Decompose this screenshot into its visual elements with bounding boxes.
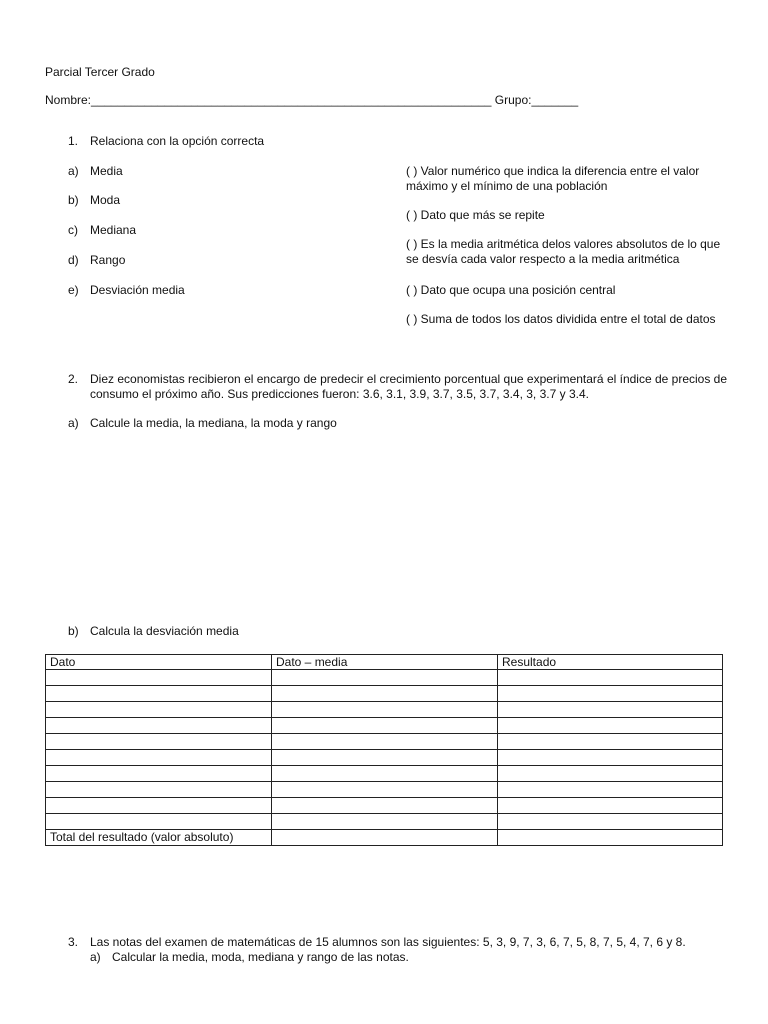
q1-definition: ( ) Dato que más se repite [406,208,545,222]
q3-number: 3. [68,935,79,949]
q1-option-letter: c) [68,223,78,237]
table-cell[interactable] [46,782,272,798]
q1-option-letter: e) [68,283,79,297]
q3a-letter: a) [90,950,101,964]
table-header-row [46,655,723,670]
table-cell[interactable] [272,782,498,798]
table-cell[interactable] [498,734,723,750]
table-total-row [46,830,723,846]
name-group-line: Nombre:____________________________________________________________ Grupo:_______ [45,93,579,107]
table-cell[interactable] [46,750,272,766]
q1-option-moda: Moda [90,193,121,207]
table-cell[interactable] [272,734,498,750]
table-cell[interactable] [498,686,723,702]
header-resultado: Resultado [498,655,723,670]
table-row [46,814,723,830]
q1-number: 1. [68,134,79,148]
q1-option-letter: a) [68,164,79,178]
table-row [46,670,723,686]
q1-option-media: Media [90,164,123,178]
q2a-text: Calcule la media, la mediana, la moda y rango [90,416,337,430]
table-cell[interactable] [498,750,723,766]
table-cell[interactable] [272,670,498,686]
table-cell[interactable] [272,798,498,814]
table-cell[interactable] [498,766,723,782]
table-row [46,782,723,798]
table-row [46,686,723,702]
total-label: Total del resultado (valor absoluto) [46,830,272,846]
q2-prompt: Diez economistas recibieron el encargo de predecir el crecimiento porcentual que experimentará el índice de precios de consumo el próximo año. Sus predicciones fueron: 3.6, 3.1, 3.9, 3.7, 3.5, 3.7, 3.4, 3, 3.7 y 3.4. [90,372,728,401]
q1-definition: ( ) Suma de todos los datos dividida entre el total de datos [406,312,716,326]
table-cell[interactable] [46,670,272,686]
table-row [46,718,723,734]
q1-prompt: Relaciona con la opción correcta [90,134,265,148]
table-cell[interactable] [46,686,272,702]
q1-option-letter: d) [68,253,79,267]
table-cell[interactable] [272,766,498,782]
table-cell[interactable] [272,718,498,734]
table-cell[interactable] [498,702,723,718]
table-cell[interactable] [498,718,723,734]
table-row [46,734,723,750]
table-row [46,750,723,766]
q2b-text: Calcula la desviación media [90,624,239,638]
q2-number: 2. [68,372,79,386]
q1-option-mediana: Mediana [90,223,137,237]
q2b-letter: b) [68,624,79,638]
table-row [46,798,723,814]
table-cell[interactable] [46,718,272,734]
table-cell[interactable] [46,798,272,814]
table-cell[interactable] [46,702,272,718]
table-cell[interactable] [272,702,498,718]
table-cell[interactable] [272,686,498,702]
q1-definition: ( ) Valor numérico que indica la diferencia entre el valor máximo y el mínimo de una población [406,164,700,193]
q2a-letter: a) [68,416,79,430]
table-row [46,766,723,782]
header-dato-media: Dato – media [272,655,498,670]
q1-option-rango: Rango [90,253,126,267]
table-cell[interactable] [498,782,723,798]
table-cell[interactable] [498,814,723,830]
page-title: Parcial Tercer Grado [45,65,155,79]
table-cell[interactable] [46,734,272,750]
q1-definition: ( ) Es la media aritmética delos valores absolutos de lo que se desvía cada valor respecto a la media aritmética [406,237,721,266]
table-row [46,702,723,718]
table-cell[interactable] [498,830,723,846]
table-cell[interactable] [272,830,498,846]
table-cell[interactable] [498,670,723,686]
q3-prompt: Las notas del examen de matemáticas de 15 alumnos son las siguientes: 5, 3, 9, 7, 3, 6, 7, 5, 8, 7, 5, 4, 7, 6 y 8. [90,935,686,949]
header-dato: Dato [46,655,272,670]
table-cell[interactable] [46,766,272,782]
table-cell[interactable] [272,750,498,766]
q1-option-letter: b) [68,193,79,207]
q1-option-desviacion-media: Desviación media [90,283,185,297]
table-cell[interactable] [46,814,272,830]
q3a-text: Calcular la media, moda, mediana y rango de las notas. [112,950,409,964]
deviation-table [45,654,723,846]
table-cell[interactable] [498,798,723,814]
table-cell[interactable] [272,814,498,830]
q1-definition: ( ) Dato que ocupa una posición central [406,283,616,297]
